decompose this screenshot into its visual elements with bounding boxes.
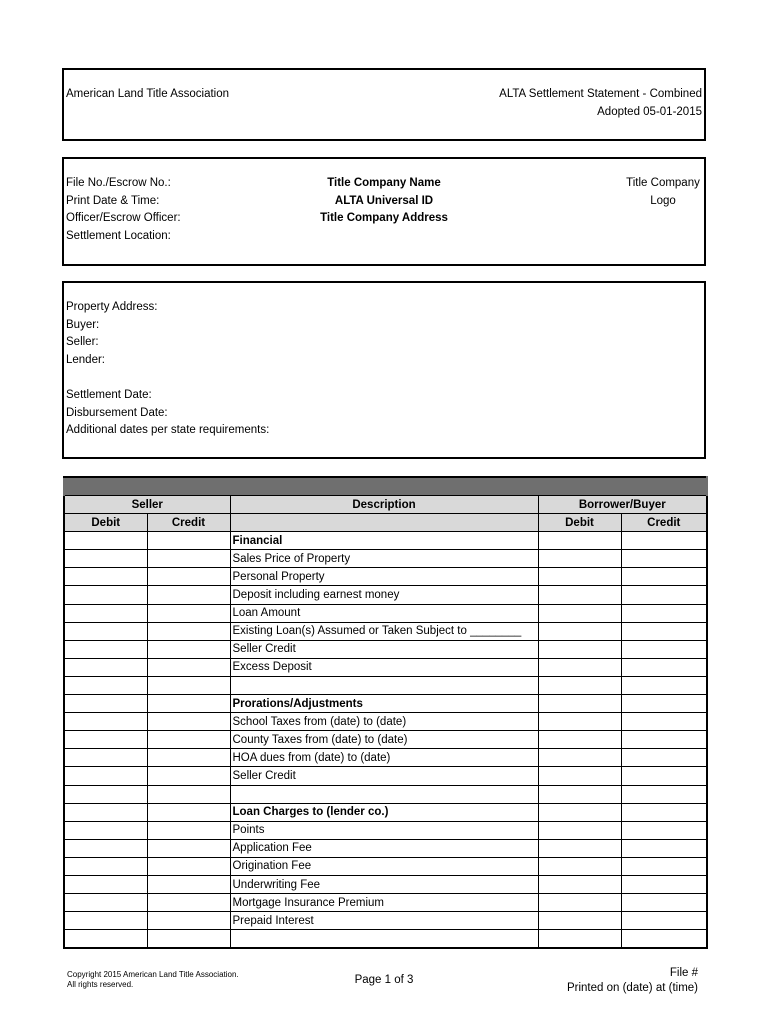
buyer-credit-cell[interactable] bbox=[621, 676, 707, 694]
table-row bbox=[64, 532, 707, 550]
seller-credit-cell[interactable] bbox=[147, 550, 230, 568]
table-row bbox=[64, 640, 707, 658]
property-info-box bbox=[62, 281, 706, 459]
company-info-box bbox=[62, 157, 706, 266]
buyer-credit-cell[interactable] bbox=[621, 550, 707, 568]
logo-placeholder-line1: Title Company bbox=[626, 177, 700, 189]
seller-debit-cell[interactable] bbox=[64, 604, 147, 622]
seller-debit-cell[interactable] bbox=[64, 803, 147, 821]
seller-credit-cell[interactable] bbox=[147, 640, 230, 658]
table-header-row bbox=[64, 496, 707, 514]
buyer-debit-cell[interactable] bbox=[538, 586, 621, 604]
description-cell bbox=[230, 930, 538, 949]
buyer-debit-cell[interactable] bbox=[538, 803, 621, 821]
seller-credit-cell[interactable] bbox=[147, 622, 230, 640]
buyer-credit-cell[interactable] bbox=[621, 767, 707, 785]
description-cell: Origination Fee bbox=[230, 857, 538, 875]
description-cell: County Taxes from (date) to (date) bbox=[230, 731, 538, 749]
description-cell: Seller Credit bbox=[230, 767, 538, 785]
table-row bbox=[64, 676, 707, 694]
buyer-debit-cell[interactable] bbox=[538, 550, 621, 568]
seller-debit-cell[interactable] bbox=[64, 875, 147, 893]
seller-credit-cell[interactable] bbox=[147, 586, 230, 604]
description-cell: Loan Amount bbox=[230, 604, 538, 622]
description-cell: Excess Deposit bbox=[230, 658, 538, 676]
description-cell: Financial bbox=[230, 532, 538, 550]
table-row bbox=[64, 821, 707, 839]
seller-debit-cell[interactable] bbox=[64, 713, 147, 731]
buyer-debit-cell[interactable] bbox=[538, 930, 621, 949]
table-row bbox=[64, 568, 707, 586]
description-cell: Deposit including earnest money bbox=[230, 586, 538, 604]
table-row bbox=[64, 658, 707, 676]
buyer-credit-header: Credit bbox=[621, 514, 707, 532]
description-header: Description bbox=[230, 496, 538, 514]
buyer-credit-cell[interactable] bbox=[621, 785, 707, 803]
seller-credit-cell[interactable] bbox=[147, 912, 230, 930]
buyer-credit-cell[interactable] bbox=[621, 658, 707, 676]
buyer-debit-cell[interactable] bbox=[538, 676, 621, 694]
buyer-debit-cell[interactable] bbox=[538, 604, 621, 622]
seller-debit-cell[interactable] bbox=[64, 640, 147, 658]
description-subheader bbox=[230, 514, 538, 532]
description-cell: Prepaid Interest bbox=[230, 912, 538, 930]
seller-debit-cell[interactable] bbox=[64, 676, 147, 694]
seller-debit-cell[interactable] bbox=[64, 658, 147, 676]
form-header-box bbox=[62, 68, 706, 141]
buyer-debit-cell[interactable] bbox=[538, 821, 621, 839]
table-row bbox=[64, 622, 707, 640]
settlement-date-label: Settlement Date: bbox=[66, 389, 152, 401]
buyer-credit-cell[interactable] bbox=[621, 912, 707, 930]
seller-credit-cell[interactable] bbox=[147, 930, 230, 949]
table-row bbox=[64, 894, 707, 912]
seller-debit-cell[interactable] bbox=[64, 695, 147, 713]
seller-credit-cell[interactable] bbox=[147, 713, 230, 731]
settlement-location-label: Settlement Location: bbox=[66, 229, 171, 242]
rights-line: All rights reserved. bbox=[67, 980, 134, 989]
seller-debit-header: Debit bbox=[64, 514, 147, 532]
buyer-credit-cell[interactable] bbox=[621, 622, 707, 640]
buyer-debit-cell[interactable] bbox=[538, 532, 621, 550]
buyer-debit-cell[interactable] bbox=[538, 839, 621, 857]
buyer-credit-cell[interactable] bbox=[621, 894, 707, 912]
seller-debit-cell[interactable] bbox=[64, 622, 147, 640]
seller-debit-cell[interactable] bbox=[64, 857, 147, 875]
description-cell bbox=[230, 676, 538, 694]
seller-debit-cell[interactable] bbox=[64, 912, 147, 930]
table-row bbox=[64, 803, 707, 821]
file-no-label: File No./Escrow No.: bbox=[66, 177, 171, 189]
buyer-header: Borrower/Buyer bbox=[538, 496, 707, 514]
description-cell: Points bbox=[230, 821, 538, 839]
buyer-credit-cell[interactable] bbox=[621, 568, 707, 586]
buyer-debit-cell[interactable] bbox=[538, 695, 621, 713]
buyer-debit-cell[interactable] bbox=[538, 731, 621, 749]
print-date-label: Print Date & Time: bbox=[66, 194, 160, 207]
settlement-table bbox=[63, 476, 708, 949]
seller-credit-cell[interactable] bbox=[147, 695, 230, 713]
buyer-credit-cell[interactable] bbox=[621, 839, 707, 857]
table-row bbox=[64, 586, 707, 604]
officer-label: Officer/Escrow Officer: bbox=[66, 212, 181, 225]
table-row bbox=[64, 839, 707, 857]
buyer-credit-cell[interactable] bbox=[621, 749, 707, 767]
buyer-credit-cell[interactable] bbox=[621, 875, 707, 893]
seller-credit-cell[interactable] bbox=[147, 749, 230, 767]
form-title: ALTA Settlement Statement - Combined bbox=[499, 88, 702, 100]
table-row bbox=[64, 930, 707, 949]
copyright-line: Copyright 2015 American Land Title Association. bbox=[67, 970, 239, 979]
table-row bbox=[64, 731, 707, 749]
table-row bbox=[64, 857, 707, 875]
seller-debit-cell[interactable] bbox=[64, 785, 147, 803]
seller-debit-cell[interactable] bbox=[64, 586, 147, 604]
seller-debit-cell[interactable] bbox=[64, 568, 147, 586]
seller-credit-cell[interactable] bbox=[147, 731, 230, 749]
seller-debit-cell[interactable] bbox=[64, 930, 147, 949]
seller-debit-cell[interactable] bbox=[64, 731, 147, 749]
buyer-credit-cell[interactable] bbox=[621, 930, 707, 949]
title-company-address: Title Company Address bbox=[320, 212, 448, 225]
buyer-label: Buyer: bbox=[66, 318, 100, 331]
seller-credit-cell[interactable] bbox=[147, 857, 230, 875]
property-address-label: Property Address: bbox=[66, 301, 158, 313]
buyer-credit-cell[interactable] bbox=[621, 640, 707, 658]
seller-debit-cell[interactable] bbox=[64, 767, 147, 785]
table-subheader-row bbox=[64, 514, 707, 532]
buyer-debit-cell[interactable] bbox=[538, 568, 621, 586]
buyer-credit-cell[interactable] bbox=[621, 713, 707, 731]
description-cell: Mortgage Insurance Premium bbox=[230, 894, 538, 912]
buyer-debit-cell[interactable] bbox=[538, 658, 621, 676]
lender-label: Lender: bbox=[66, 353, 106, 366]
buyer-debit-header: Debit bbox=[538, 514, 621, 532]
seller-header: Seller bbox=[64, 496, 230, 514]
description-cell: Sales Price of Property bbox=[230, 550, 538, 568]
description-cell: Application Fee bbox=[230, 839, 538, 857]
title-company-name: Title Company Name bbox=[327, 177, 441, 189]
file-number: File # bbox=[669, 967, 698, 979]
seller-debit-cell[interactable] bbox=[64, 532, 147, 550]
page-number: Page 1 of 3 bbox=[354, 974, 414, 986]
seller-credit-cell[interactable] bbox=[147, 532, 230, 550]
copyright-notice bbox=[67, 970, 239, 990]
seller-debit-cell[interactable] bbox=[64, 550, 147, 568]
buyer-credit-cell[interactable] bbox=[621, 803, 707, 821]
file-info bbox=[567, 966, 698, 996]
buyer-credit-cell[interactable] bbox=[621, 857, 707, 875]
seller-credit-cell[interactable] bbox=[147, 604, 230, 622]
seller-credit-cell[interactable] bbox=[147, 658, 230, 676]
table-row bbox=[64, 550, 707, 568]
seller-credit-header: Credit bbox=[147, 514, 230, 532]
buyer-debit-cell[interactable] bbox=[538, 785, 621, 803]
seller-credit-cell[interactable] bbox=[147, 821, 230, 839]
buyer-debit-cell[interactable] bbox=[538, 767, 621, 785]
buyer-credit-cell[interactable] bbox=[621, 821, 707, 839]
buyer-credit-cell[interactable] bbox=[621, 604, 707, 622]
description-cell: HOA dues from (date) to (date) bbox=[230, 749, 538, 767]
table-row bbox=[64, 695, 707, 713]
buyer-credit-cell[interactable] bbox=[621, 586, 707, 604]
description-cell: Existing Loan(s) Assumed or Taken Subject to ________ bbox=[230, 622, 538, 640]
seller-credit-cell[interactable] bbox=[147, 785, 230, 803]
description-cell: School Taxes from (date) to (date) bbox=[230, 713, 538, 731]
table-row bbox=[64, 875, 707, 893]
description-cell: Seller Credit bbox=[230, 640, 538, 658]
buyer-credit-cell[interactable] bbox=[621, 731, 707, 749]
adopted-date: Adopted 05-01-2015 bbox=[597, 106, 702, 118]
buyer-debit-cell[interactable] bbox=[538, 713, 621, 731]
seller-credit-cell[interactable] bbox=[147, 767, 230, 785]
buyer-debit-cell[interactable] bbox=[538, 749, 621, 767]
seller-debit-cell[interactable] bbox=[64, 894, 147, 912]
description-cell: Loan Charges to (lender co.) bbox=[230, 803, 538, 821]
printed-on: Printed on (date) at (time) bbox=[566, 982, 698, 994]
table-band bbox=[64, 477, 707, 496]
table-row bbox=[64, 604, 707, 622]
buyer-debit-cell[interactable] bbox=[538, 622, 621, 640]
alta-universal-id: ALTA Universal ID bbox=[334, 194, 434, 207]
description-cell: Prorations/Adjustments bbox=[230, 695, 538, 713]
buyer-credit-cell[interactable] bbox=[621, 695, 707, 713]
seller-credit-cell[interactable] bbox=[147, 676, 230, 694]
table-row bbox=[64, 785, 707, 803]
table-row bbox=[64, 912, 707, 930]
description-cell bbox=[230, 785, 538, 803]
buyer-debit-cell[interactable] bbox=[538, 894, 621, 912]
seller-label: Seller: bbox=[66, 336, 99, 349]
association-name: American Land Title Association bbox=[66, 88, 230, 100]
seller-credit-cell[interactable] bbox=[147, 894, 230, 912]
additional-dates-label: Additional dates per state requirements: bbox=[66, 424, 270, 437]
seller-debit-cell[interactable] bbox=[64, 839, 147, 857]
seller-credit-cell[interactable] bbox=[147, 803, 230, 821]
buyer-credit-cell[interactable] bbox=[621, 532, 707, 550]
table-row bbox=[64, 713, 707, 731]
seller-credit-cell[interactable] bbox=[147, 875, 230, 893]
buyer-debit-cell[interactable] bbox=[538, 857, 621, 875]
description-cell: Personal Property bbox=[230, 568, 538, 586]
seller-credit-cell[interactable] bbox=[147, 568, 230, 586]
description-cell: Underwriting Fee bbox=[230, 875, 538, 893]
buyer-debit-cell[interactable] bbox=[538, 912, 621, 930]
table-row bbox=[64, 767, 707, 785]
seller-debit-cell[interactable] bbox=[64, 821, 147, 839]
logo-placeholder-line2: Logo bbox=[650, 194, 676, 207]
seller-credit-cell[interactable] bbox=[147, 839, 230, 857]
seller-debit-cell[interactable] bbox=[64, 749, 147, 767]
buyer-debit-cell[interactable] bbox=[538, 640, 621, 658]
disbursement-date-label: Disbursement Date: bbox=[66, 406, 168, 419]
buyer-debit-cell[interactable] bbox=[538, 875, 621, 893]
table-row bbox=[64, 749, 707, 767]
